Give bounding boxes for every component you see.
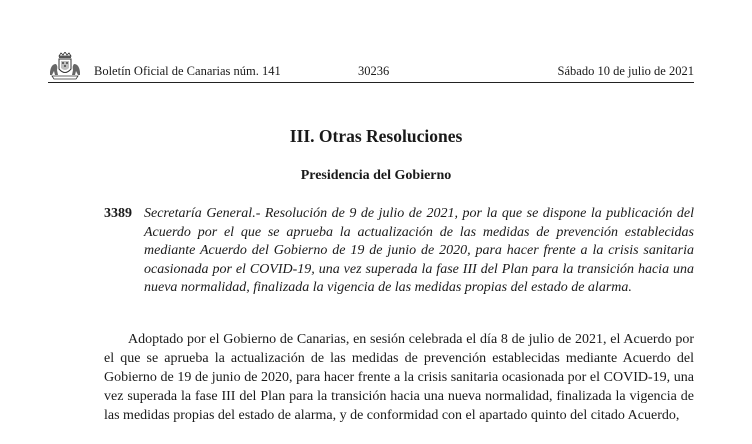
entry-summary: Secretaría General.- Resolución de 9 de julio de 2021, por la que se dispone la publicación del Acuerdo por el que se aprueba la actualización de las medidas de prevención establecidas mediante Acuerdo del Gobierno de 19 de junio de 2020, para hacer frente a la crisis sanitaria ocasionada por el COVID-19, una vez superada la fase III del Plan para la transición hacia una nueva normalidad, finalizada la vigencia de las medidas propias del estado de alarma. bbox=[144, 206, 694, 296]
page-number: 30236 bbox=[358, 64, 390, 78]
publication-date: Sábado 10 de julio de 2021 bbox=[557, 64, 694, 78]
section-title: III. Otras Resoluciones bbox=[289, 126, 463, 146]
header-divider bbox=[48, 82, 694, 83]
resolution-entry bbox=[104, 205, 694, 298]
subsection-title: Presidencia del Gobierno bbox=[300, 168, 452, 183]
page-header bbox=[48, 52, 694, 80]
entry-number: 3389 bbox=[104, 206, 132, 221]
bulletin-name: Boletín Oficial de Canarias núm. 141 bbox=[94, 64, 281, 78]
coat-of-arms-icon bbox=[48, 52, 82, 80]
body-paragraph: Adoptado por el Gobierno de Canarias, en sesión celebrada el día 8 de julio de 2021, el Acuerdo por el que se aprueba la actualización de las medidas de prevención establecidas mediante Acuerdo del Gobierno de 19 de junio de 2020, para hacer frente a la crisis sanitaria ocasionada por el COVID-19, una vez superada la fase III del Plan para la transición hacia una nueva normalidad, finalizada la vigencia de las medidas propias del estado de alarma, y de conformidad con el apartado quinto del citado Acuerdo, bbox=[104, 332, 694, 423]
